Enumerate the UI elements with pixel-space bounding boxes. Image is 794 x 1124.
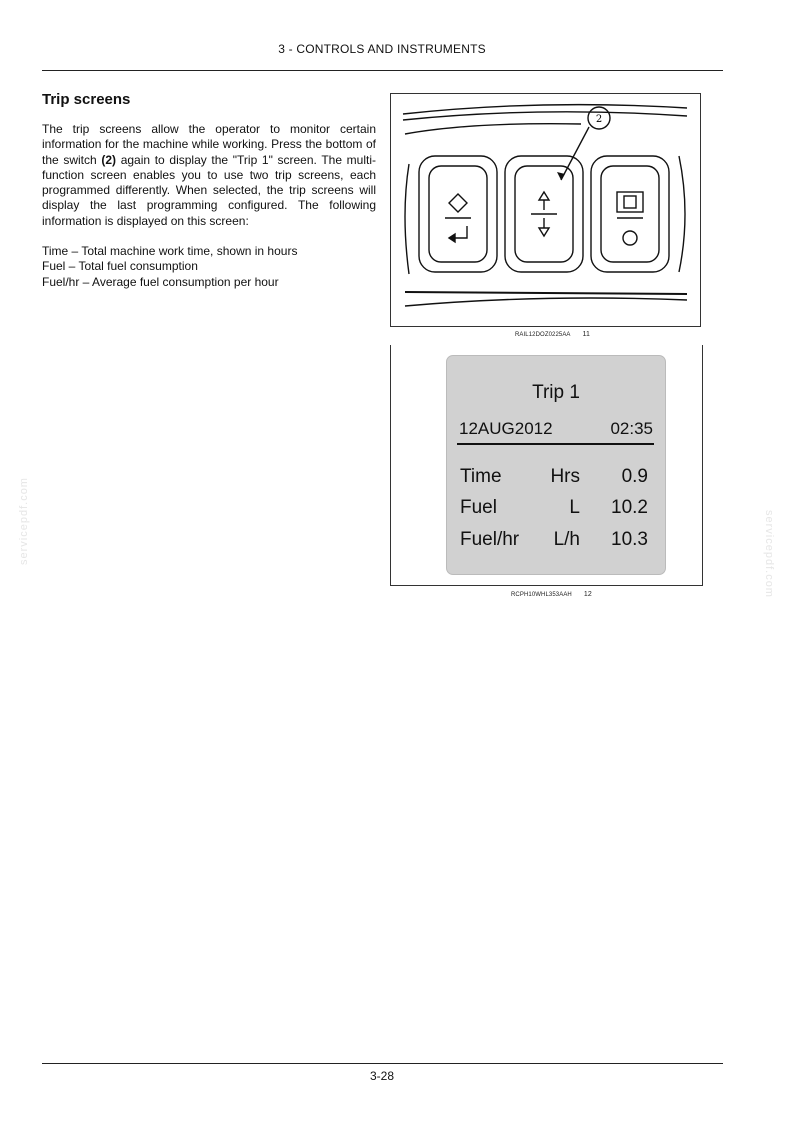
row-label: Time bbox=[460, 466, 502, 487]
paragraph-text-2: again to display the "Trip 1" screen. The multi-function screen enables you to use two trip screens, each programmed differently. When selected, the trip screens will display the last programming configured. The following information is displayed on this screen: bbox=[42, 152, 376, 228]
watermark-left: servicepdf.com bbox=[18, 477, 30, 565]
switch-panel-illustration bbox=[391, 94, 700, 326]
lcd-divider bbox=[457, 443, 654, 445]
callout-label: 2 bbox=[595, 114, 603, 125]
page-header-title: 3 - CONTROLS AND INSTRUMENTS bbox=[278, 42, 486, 56]
row-value: 10.2 bbox=[611, 497, 648, 518]
info-list bbox=[42, 244, 376, 290]
figure2-code: RCPH10WHL353AAH bbox=[511, 592, 572, 598]
section-title: Trip screens bbox=[42, 91, 131, 108]
list-item-fuel-per-hour: Fuel/hr – Average fuel consumption per hour bbox=[42, 274, 279, 289]
row-unit: L/h bbox=[553, 529, 580, 550]
figure2-caption bbox=[511, 591, 592, 598]
figure1-number: 11 bbox=[582, 331, 590, 338]
trip-screen-title: Trip 1 bbox=[532, 382, 580, 403]
trip-clock: 02:35 bbox=[610, 419, 653, 438]
list-item-fuel: Fuel – Total fuel consumption bbox=[42, 259, 198, 274]
list-item-time: Time – Total machine work time, shown in hours bbox=[42, 244, 298, 258]
figure-trip-screen bbox=[390, 345, 703, 586]
figure2-number: 12 bbox=[583, 591, 592, 598]
row-value: 0.9 bbox=[621, 466, 648, 487]
footer-divider bbox=[42, 1063, 723, 1064]
figure1-caption bbox=[515, 331, 590, 338]
row-unit: Hrs bbox=[550, 466, 580, 487]
row-unit: L bbox=[569, 497, 580, 518]
figure1-code: RAIL12DOZ0225AA bbox=[515, 332, 571, 338]
watermark-right: servicepdf.com bbox=[763, 510, 775, 598]
row-label: Fuel/hr bbox=[460, 529, 520, 550]
trip-date: 12AUG2012 bbox=[459, 419, 553, 438]
section-paragraph bbox=[42, 122, 376, 229]
row-label: Fuel bbox=[460, 497, 497, 518]
lcd-display bbox=[446, 355, 666, 575]
figure-switch-panel bbox=[390, 93, 701, 327]
switch-reference: (2) bbox=[101, 152, 117, 167]
header-divider bbox=[42, 70, 723, 71]
row-value: 10.3 bbox=[611, 529, 648, 550]
page-number: 3-28 bbox=[369, 1069, 395, 1083]
paragraph-text-1: The trip screens allow the operator to monitor certain information for the machine while working. Press the bottom of the switch bbox=[42, 122, 376, 167]
